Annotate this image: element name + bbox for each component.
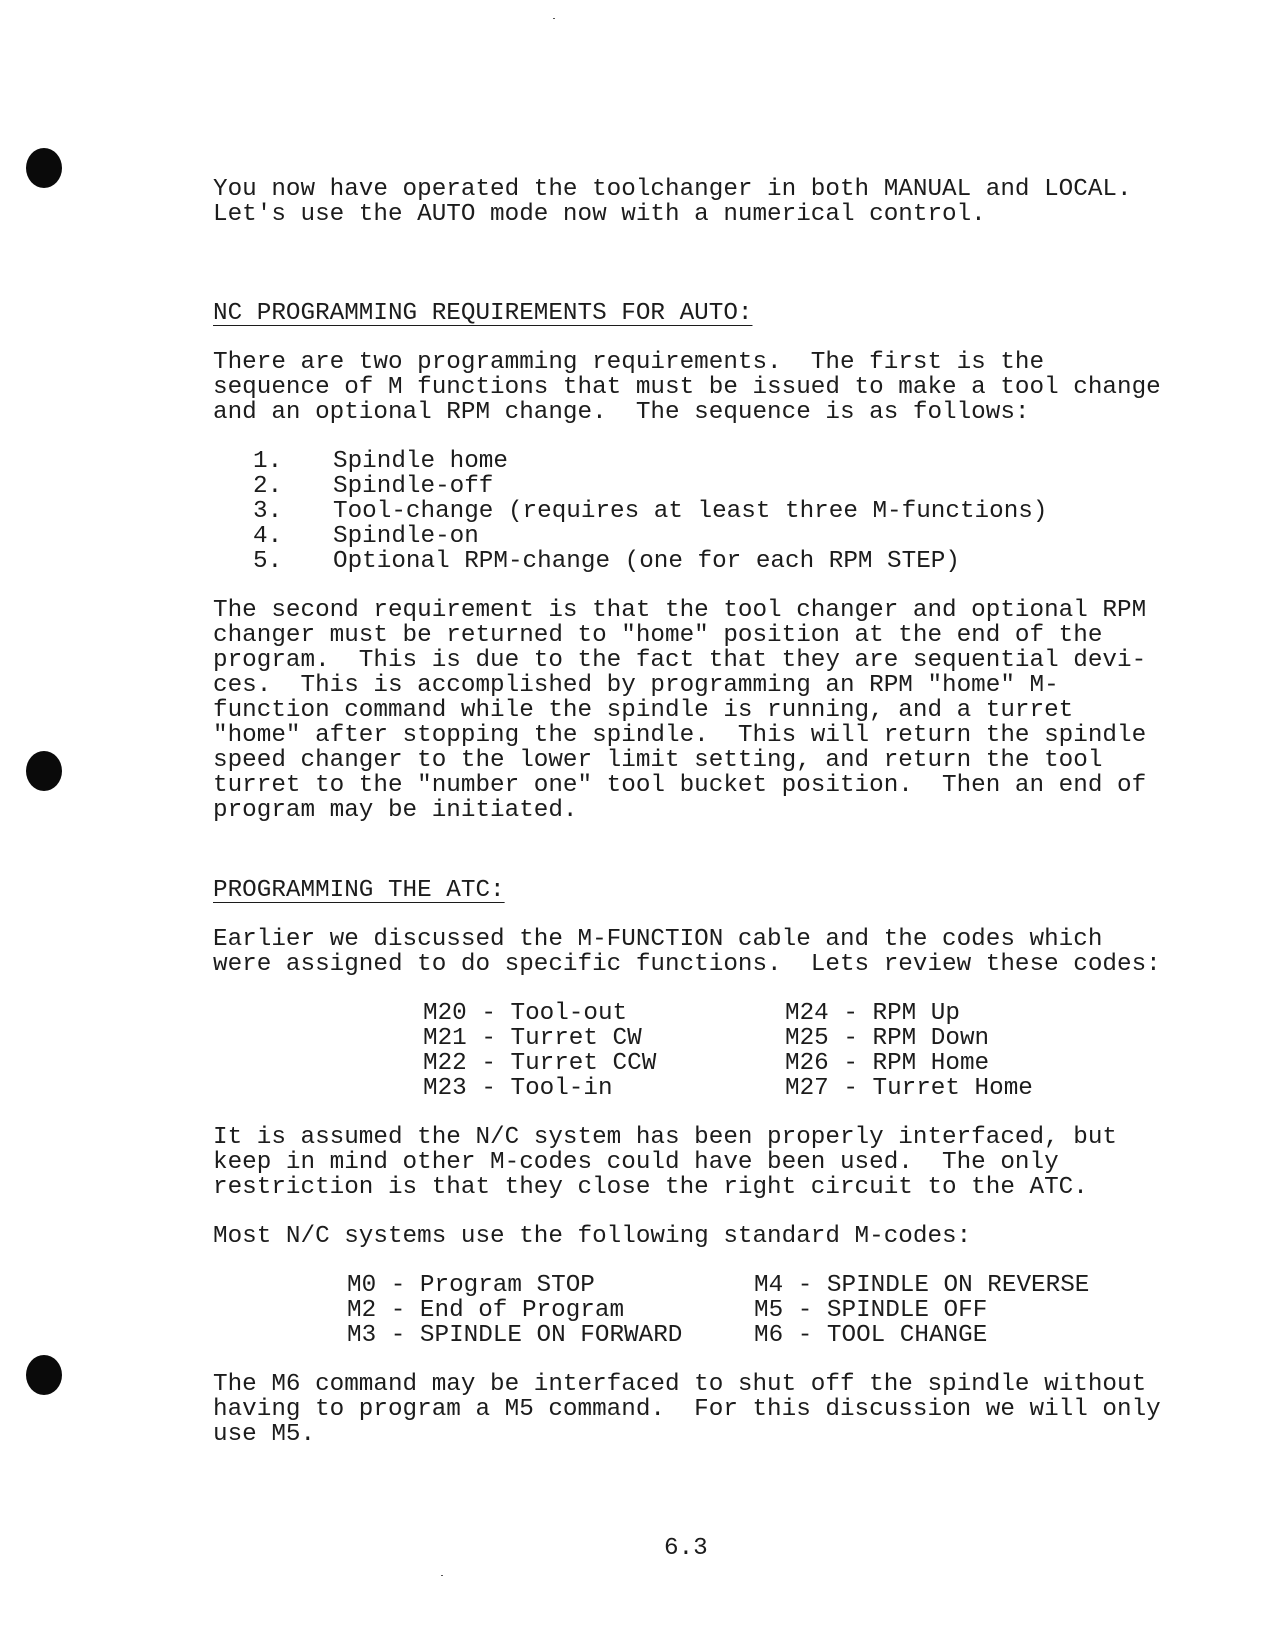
paragraph-line: The second requirement is that the tool changer and optional RPM	[213, 597, 1147, 624]
scan-speck	[553, 18, 555, 19]
paragraph-line: It is assumed the N/C system has been properly interfaced, but	[213, 1124, 1117, 1151]
paragraph-line: having to program a M5 command. For this discussion we will only	[213, 1396, 1161, 1423]
paragraph-line: "home" after stopping the spindle. This will return the spindle	[213, 722, 1147, 749]
code-entry: M24 - RPM Up	[785, 1000, 960, 1027]
paragraph-line: sequence of M functions that must be issued to make a tool change	[213, 374, 1161, 401]
list-item: Tool-change (requires at least three M-functions)	[333, 498, 1048, 525]
code-entry: M3 - SPINDLE ON FORWARD	[347, 1322, 683, 1349]
paragraph-line: Most N/C systems use the following standard M-codes:	[213, 1223, 972, 1250]
list-item: Spindle home	[333, 448, 508, 475]
code-entry: M5 - SPINDLE OFF	[754, 1297, 988, 1324]
paragraph-line: function command while the spindle is running, and a turret	[213, 697, 1074, 724]
paragraph-line: program may be initiated.	[213, 797, 578, 824]
punch-hole-middle	[26, 751, 62, 791]
code-entry: M25 - RPM Down	[785, 1025, 990, 1052]
scan-speck	[441, 1575, 443, 1576]
list-item: Spindle-off	[333, 473, 494, 500]
paragraph-line: keep in mind other M-codes could have been used. The only	[213, 1149, 1059, 1176]
code-entry: M20 - Tool-out	[423, 1000, 628, 1027]
paragraph-line: ces. This is accomplished by programming an RPM "home" M-	[213, 672, 1059, 699]
intro-line: Let's use the AUTO mode now with a numerical control.	[213, 201, 986, 228]
punch-hole-top	[26, 148, 62, 188]
list-item-number: 4.	[253, 523, 283, 550]
code-entry: M0 - Program STOP	[347, 1272, 595, 1299]
list-item: Optional RPM-change (one for each RPM STEP)	[333, 548, 960, 575]
paragraph-line: restriction is that they close the right circuit to the ATC.	[213, 1174, 1088, 1201]
paragraph-line: Earlier we discussed the M-FUNCTION cable and the codes which	[213, 926, 1103, 953]
list-item: Spindle-on	[333, 523, 479, 550]
paragraph-line: turret to the "number one" tool bucket position. Then an end of	[213, 772, 1147, 799]
paragraph-line: were assigned to do specific functions. Lets review these codes:	[213, 951, 1161, 978]
code-entry: M6 - TOOL CHANGE	[754, 1322, 988, 1349]
list-item-number: 3.	[253, 498, 283, 525]
list-item-number: 2.	[253, 473, 283, 500]
code-entry: M21 - Turret CW	[423, 1025, 642, 1052]
code-entry: M22 - Turret CCW	[423, 1050, 657, 1077]
page-number: 6.3	[664, 1535, 708, 1562]
paragraph-line: The M6 command may be interfaced to shut off the spindle without	[213, 1371, 1147, 1398]
section-heading: NC PROGRAMMING REQUIREMENTS FOR AUTO:	[213, 300, 753, 327]
paragraph-line: and an optional RPM change. The sequence is as follows:	[213, 399, 1030, 426]
code-entry: M26 - RPM Home	[785, 1050, 990, 1077]
section-heading: PROGRAMMING THE ATC:	[213, 877, 505, 904]
paragraph-line: program. This is due to the fact that they are sequential devi-	[213, 647, 1147, 674]
paragraph-line: speed changer to the lower limit setting, and return the tool	[213, 747, 1103, 774]
punch-hole-bottom	[26, 1355, 62, 1395]
code-entry: M23 - Tool-in	[423, 1075, 613, 1102]
list-item-number: 5.	[253, 548, 283, 575]
code-entry: M27 - Turret Home	[785, 1075, 1033, 1102]
paragraph-line: use M5.	[213, 1421, 316, 1448]
code-entry: M4 - SPINDLE ON REVERSE	[754, 1272, 1090, 1299]
paragraph-line: There are two programming requirements. The first is the	[213, 349, 1045, 376]
code-entry: M2 - End of Program	[347, 1297, 625, 1324]
paragraph-line: changer must be returned to "home" position at the end of the	[213, 622, 1103, 649]
intro-line: You now have operated the toolchanger in both MANUAL and LOCAL.	[213, 176, 1132, 203]
list-item-number: 1.	[253, 448, 283, 475]
